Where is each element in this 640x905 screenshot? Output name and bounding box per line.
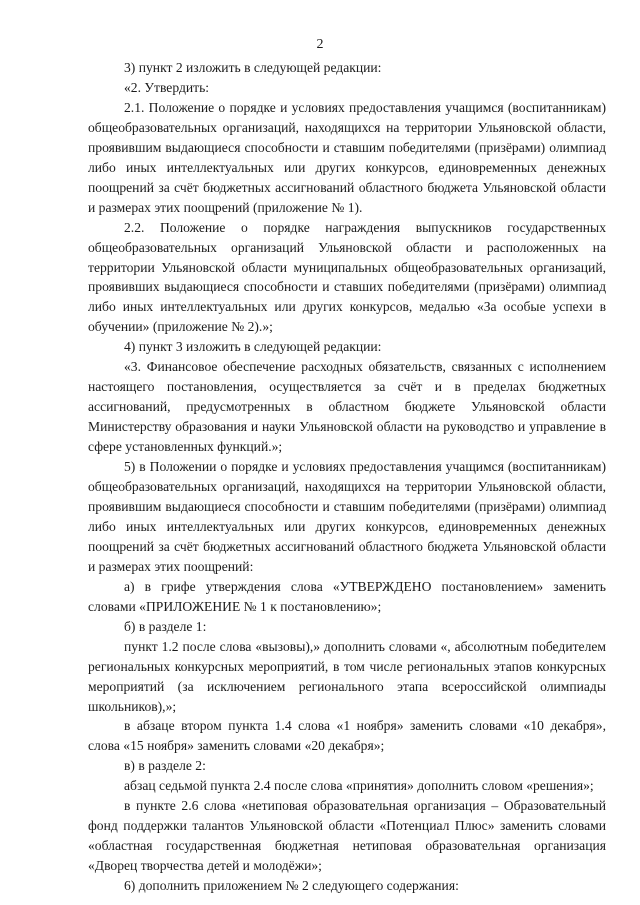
- paragraph-subitem-v: в) в разделе 2:: [124, 758, 206, 774]
- paragraph-point-1-2: пункт 1.2 после слова «вызовы),» дополнить словами «, абсолютным победителем региональных конкурсных мероприятий, в том числе региональных этапов конкурсных мероприятий (за исключением регионального этапа всероссийской олимпиады школьников),»;: [88, 638, 606, 714]
- paragraph-point-1-4: в абзаце втором пункта 1.4 слова «1 ноября» заменить словами «10 декабря», слова «15 ноября» заменить словами «20 декабря»;: [88, 718, 606, 754]
- paragraph-2-2: 2.2. Положение о порядке награждения выпускников государственных общеобразовательных организаций Ульяновской области и расположенных на территории Ульяновской области муниципальных общеобразовательных организаций, проявивших выдающиеся способности и ставших победителями (призёрами) олимпиад либо иных интеллектуальных или других конкурсов, медалью «За особые успехи в обучении» (приложение № 2).»;: [88, 219, 606, 335]
- paragraph-item-5: 5) в Положении о порядке и условиях предоставления учащимся (воспитанникам) общеобразовательных организаций, находящихся на территории Ульяновской области, проявившим выдающиеся способности и ставшим победителями (призёрами) олимпиад либо иных интеллектуальных или других конкурсов, единовременных денежных поощрений за счёт бюджетных ассигнований областного бюджета Ульяновской области и размерах этих поощрений:: [88, 459, 606, 574]
- paragraph-approve: «2. Утвердить:: [124, 79, 210, 95]
- paragraph-point-2-4: абзац седьмой пункта 2.4 после слова «принятия» дополнить словом «решения»;: [124, 778, 594, 794]
- paragraph-point-2-6: в пункте 2.6 слова «нетиповая образовательная организация – Образовательный фонд поддержки талантов Ульяновской области «Потенциал Плюс» заменить словами «областная государственная бюджетная нетиповая образовательная организация «Дворец творчества детей и молодёжи»;: [88, 798, 606, 874]
- paragraph-item-3: 3) пункт 2 изложить в следующей редакции:: [124, 60, 382, 75]
- paragraph-item-6: 6) дополнить приложением № 2 следующего содержания:: [124, 878, 459, 894]
- paragraph-subitem-b: б) в разделе 1:: [124, 618, 207, 634]
- paragraph-3-financing: «3. Финансовое обеспечение расходных обязательств, связанных с исполнением настоящего постановления, осуществляется за счёт и в пределах бюджетных ассигнований, предусмотренных в областном бюджете Ульяновской области Министерству образования и науки Ульяновской области на руководство и управление в сфере установленных функций.»;: [88, 359, 606, 455]
- paragraph-2-1: 2.1. Положение о порядке и условиях предоставления учащимся (воспитанникам) общеобразовательных организаций, находящихся на территории Ульяновской области, проявившим выдающиеся способности и ставшим победителями (призёрами) олимпиад либо иных интеллектуальных или других конкурсов, единовременных денежных поощрений за счёт бюджетных ассигнований областного бюджета Ульяновской области и размерах этих поощрений (приложение № 1).: [88, 99, 606, 215]
- document-body: [88, 58, 606, 896]
- paragraph-subitem-a: а) в грифе утверждения слова «УТВЕРЖДЕНО постановлением» заменить словами «ПРИЛОЖЕНИЕ № 1 к постановлению»;: [88, 578, 606, 614]
- page-number: 2: [316, 37, 324, 52]
- paragraph-item-4: 4) пункт 3 изложить в следующей редакции:: [124, 339, 382, 355]
